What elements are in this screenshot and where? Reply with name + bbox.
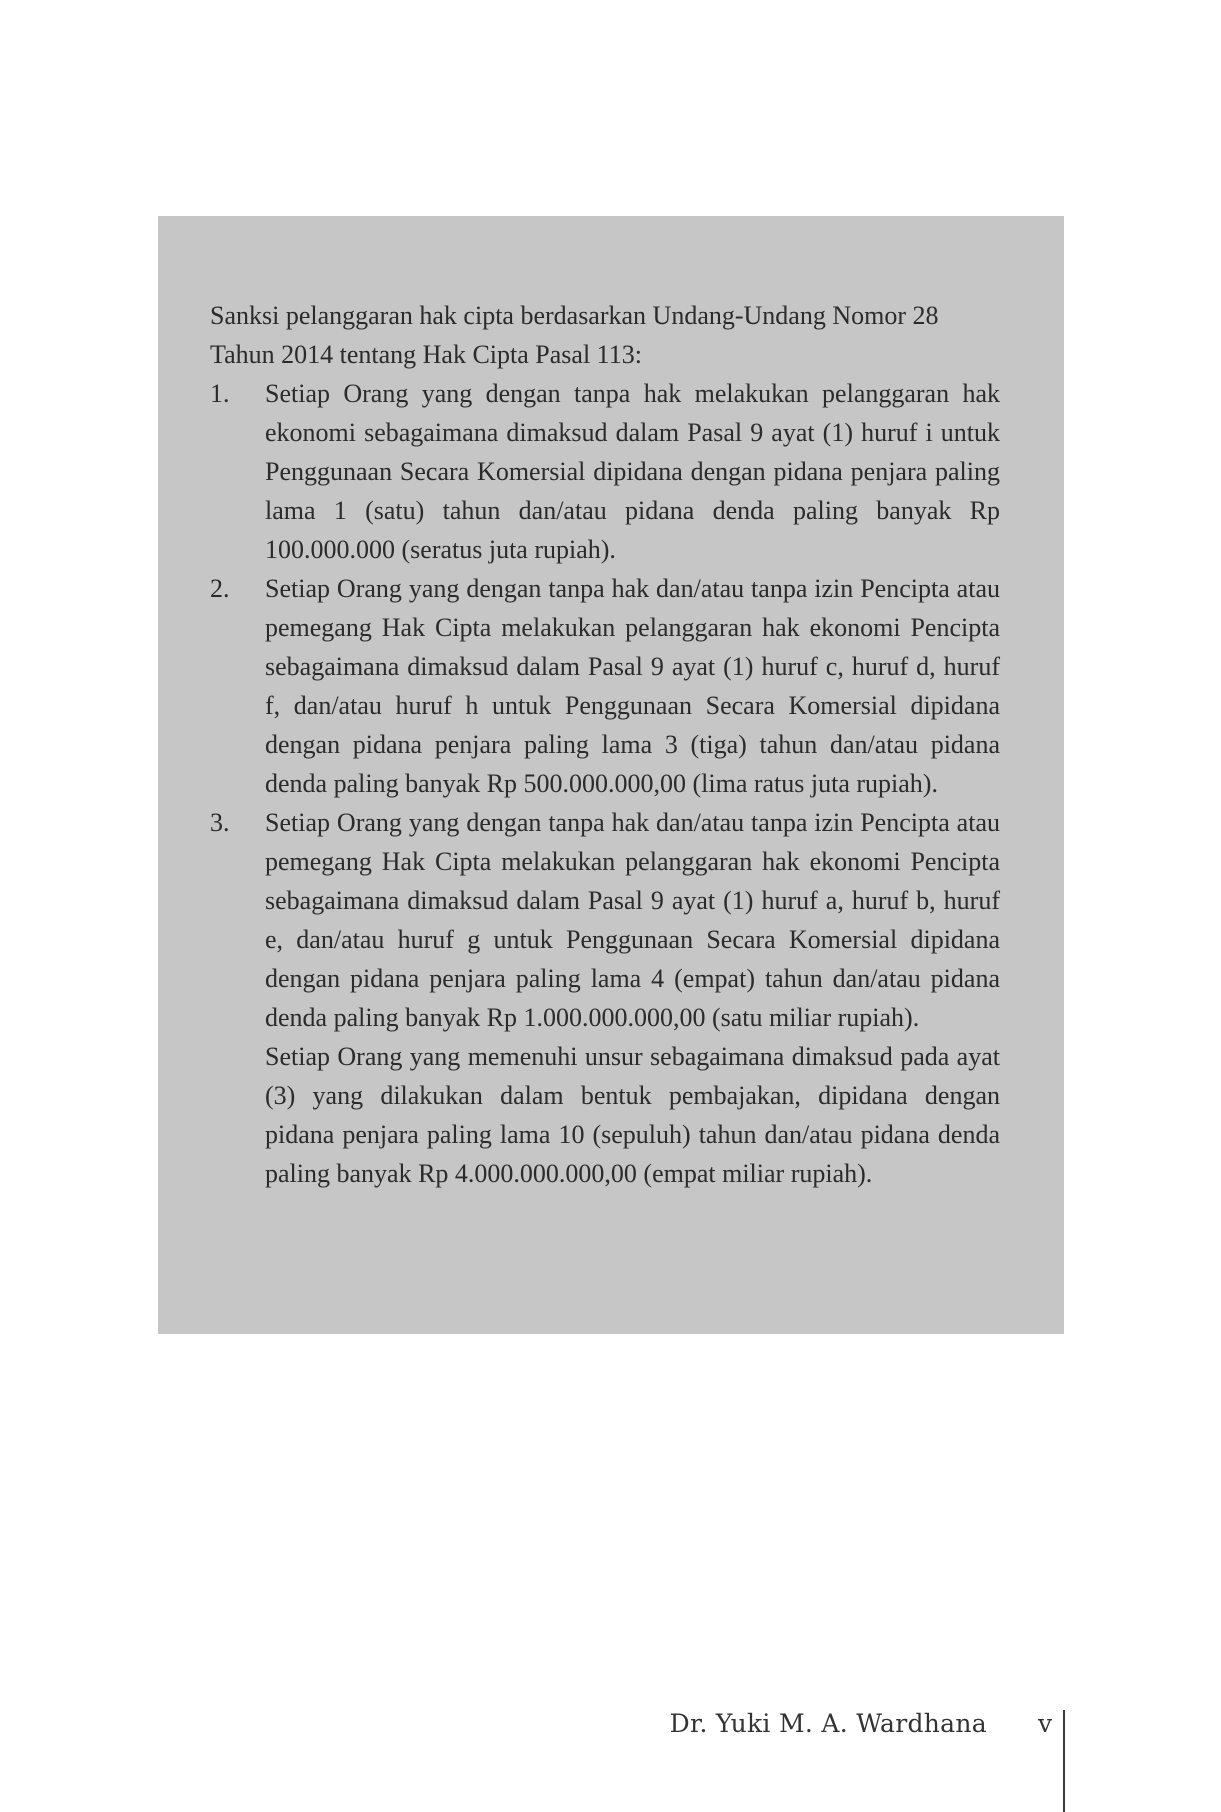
clause-item-2 [210,569,1000,803]
clause-number: 2. [210,574,230,603]
clause-number: 1. [210,379,230,408]
clause-list [210,374,1000,1193]
clause-item-4 [210,1037,1000,1193]
intro-paragraph [210,296,1000,374]
footer-author-name: Dr. Yuki M. A. Wardhana [669,1709,987,1738]
clause-item-1 [210,374,1000,569]
page-number: v [1038,1709,1053,1738]
clause-text: Setiap Orang yang dengan tanpa hak melakukan pelanggaran hak ekonomi sebagaimana dimaksud dalam Pasal 9 ayat (1) huruf i untuk Penggunaan Secara Komersial dipidana dengan pidana penjara paling lama 1 (satu) tahun dan/atau pidana denda paling banyak Rp 100.000.000 (seratus juta rupiah). [265,379,1000,564]
clause-text: Setiap Orang yang dengan tanpa hak dan/atau tanpa izin Pencipta atau pemegang Hak Cipta melakukan pelanggaran hak ekonomi Pencipta sebagaimana dimaksud dalam Pasal 9 ayat (1) huruf a, huruf b, huruf e, dan/atau huruf g untuk Penggunaan Secara Komersial dipidana dengan pidana penjara paling lama 4 (empat) tahun dan/atau pidana denda paling banyak Rp 1.000.000.000,00 (satu miliar rupiah). [265,808,1000,1032]
clause-number: 3. [210,808,230,837]
footer-divider-line [1063,1710,1065,1812]
clause-item-3 [210,803,1000,1037]
intro-line-1: Sanksi pelanggaran hak cipta berdasarkan Undang-Undang Nomor 28 [210,301,939,330]
clause-text: Setiap Orang yang dengan tanpa hak dan/atau tanpa izin Pencipta atau pemegang Hak Cipta melakukan pelanggaran hak ekonomi Pencipta sebagaimana dimaksud dalam Pasal 9 ayat (1) huruf c, huruf d, huruf f, dan/atau huruf h untuk Penggunaan Secara Komersial dipidana dengan pidana penjara paling lama 3 (tiga) tahun dan/atau pidana denda paling banyak Rp 500.000.000,00 (lima ratus juta rupiah). [265,574,1000,798]
clause-number [210,1037,265,1193]
copyright-sanctions-box [158,216,1064,1334]
intro-line-2: Tahun 2014 tentang Hak Cipta Pasal 113: [210,340,642,369]
clause-text: Setiap Orang yang memenuhi unsur sebagaimana dimaksud pada ayat (3) yang dilakukan dalam bentuk pembajakan, dipidana dengan pidana penjara paling lama 10 (sepuluh) tahun dan/atau pidana denda paling banyak Rp 4.000.000.000,00 (empat miliar rupiah). [265,1042,1000,1188]
